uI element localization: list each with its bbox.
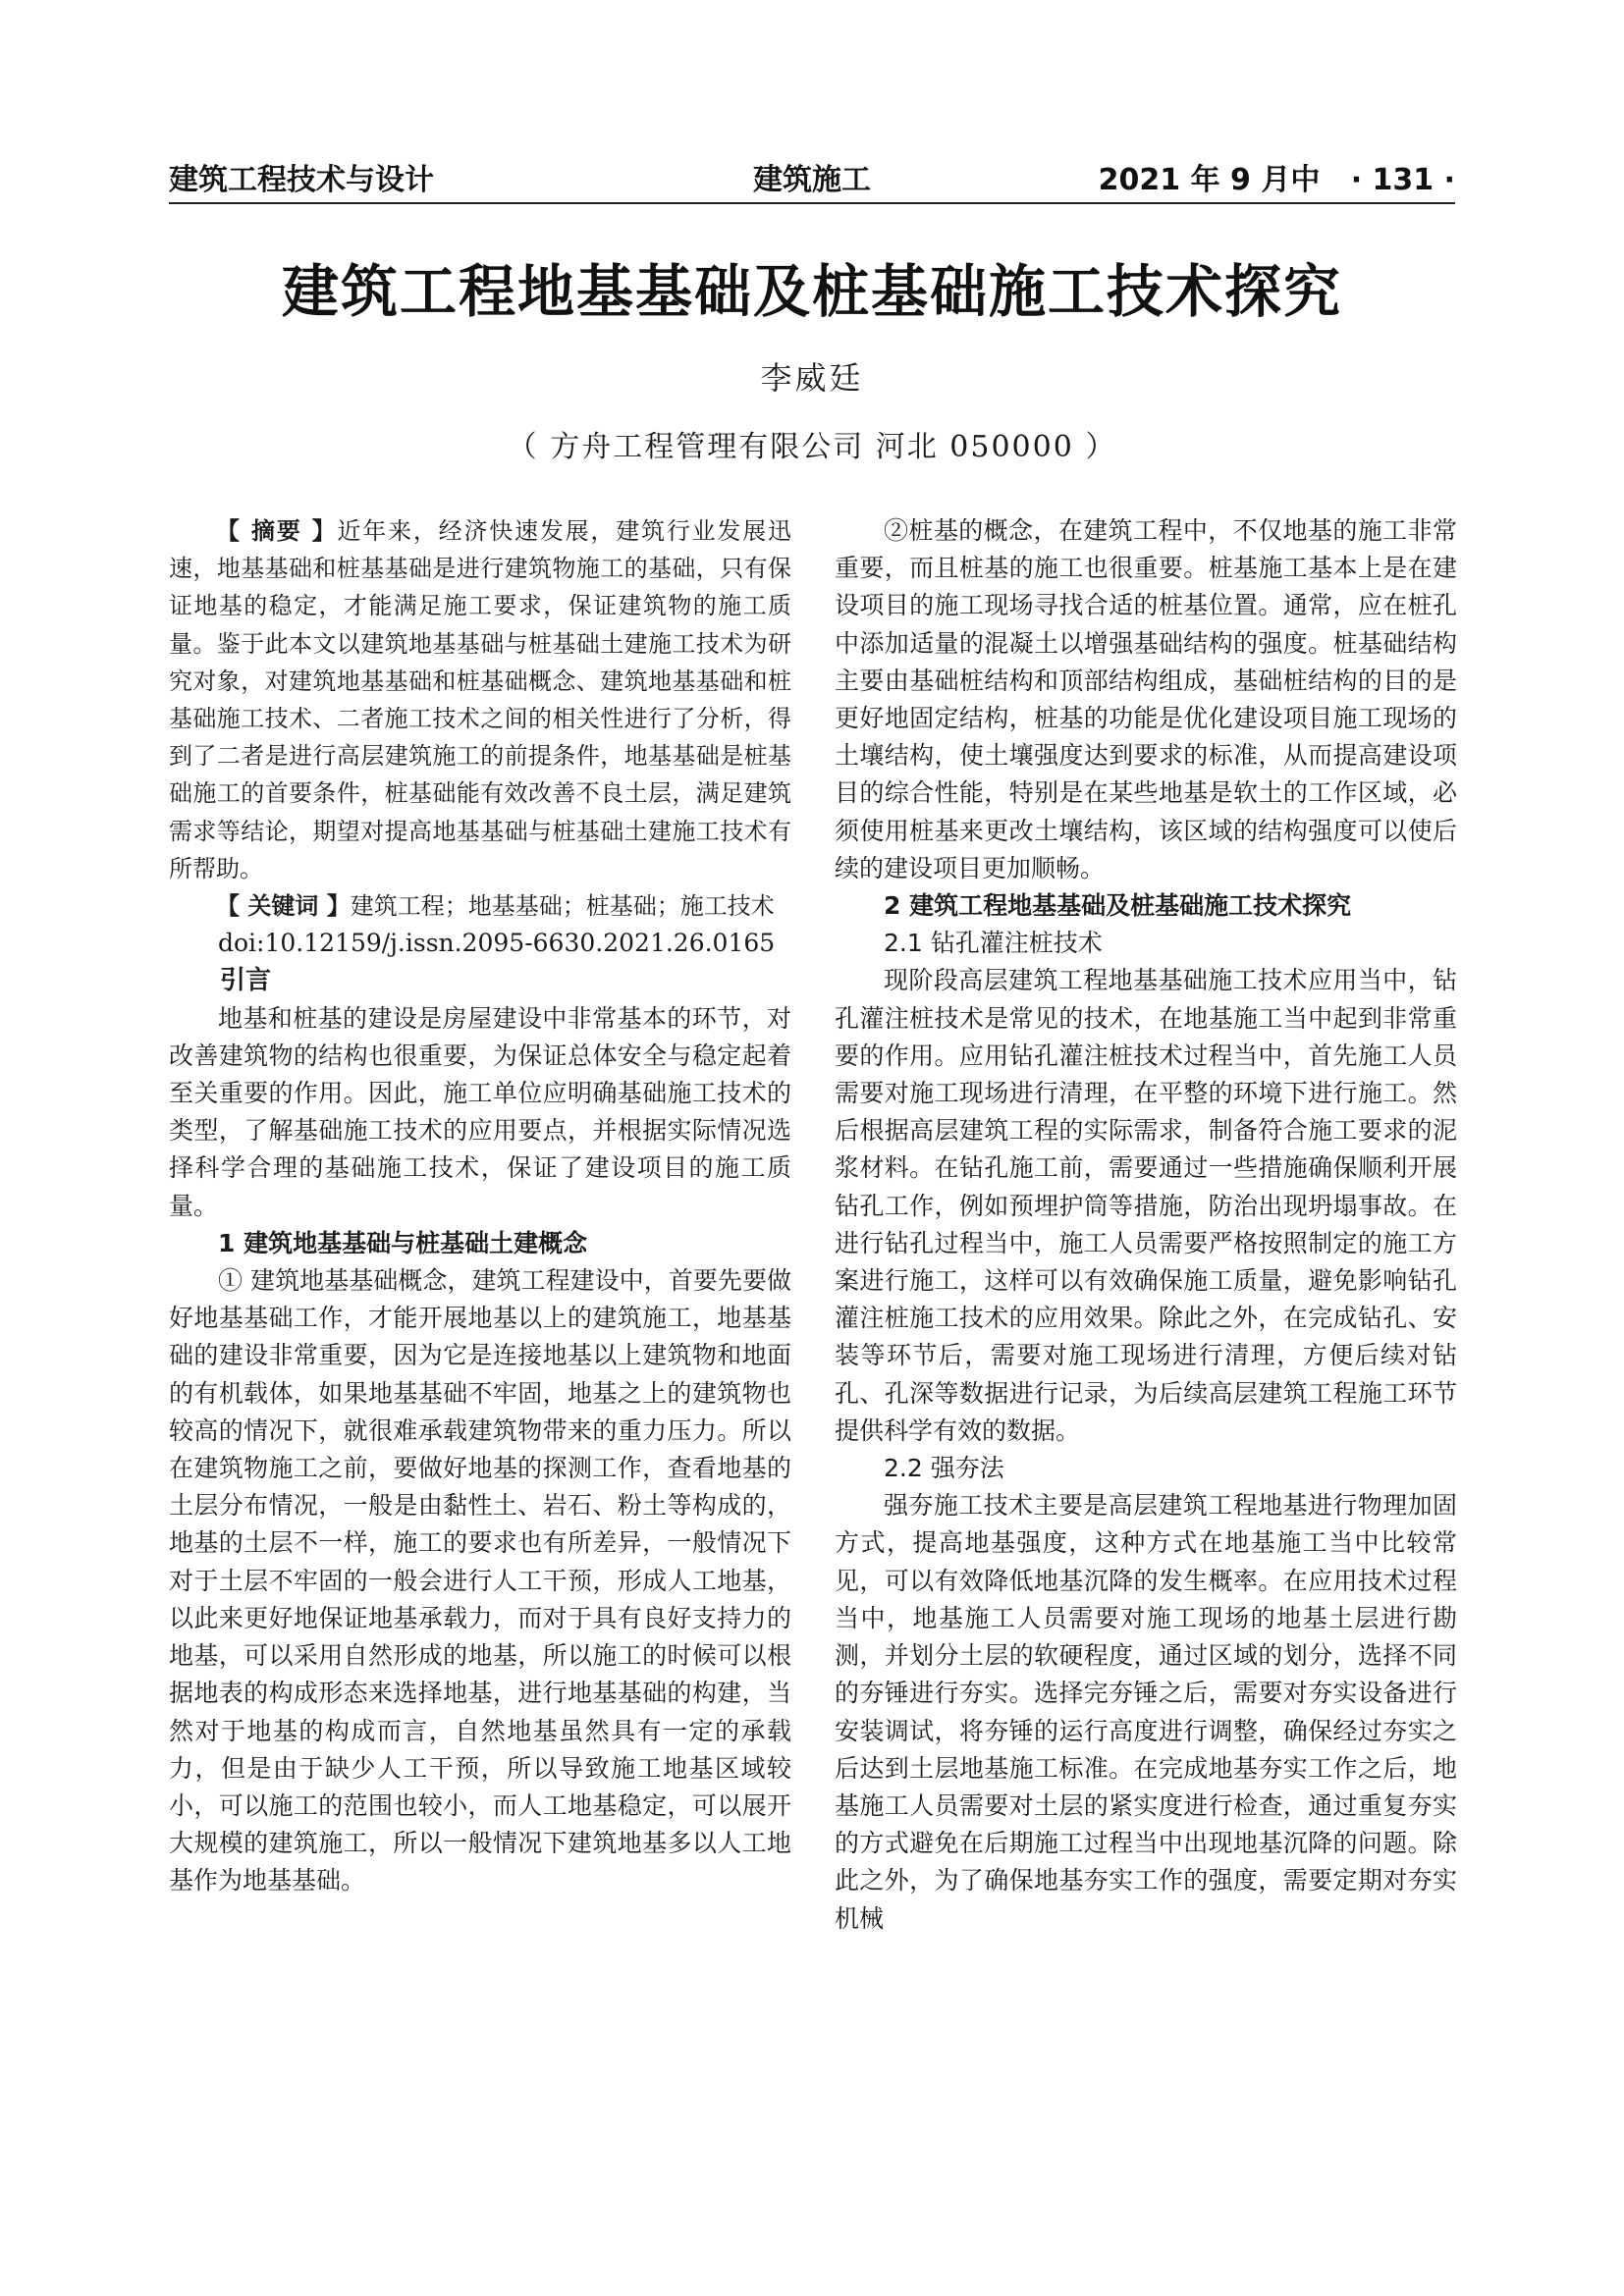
subsection-2-1-heading: 2.1 钻孔灌注桩技术 (884, 929, 1103, 958)
doi: doi:10.12159/j.issn.2095-6630.2021.26.0165 (218, 929, 776, 958)
keywords-label: 【 关键词 】 (216, 892, 351, 921)
section1-heading: 1 建筑地基基础与桩基础土建概念 (218, 1228, 588, 1257)
section-name: 建筑施工 (753, 163, 871, 197)
subsection-2-2-paragraph: 强夯施工技术主要是高层建筑工程地基进行物理加固方式，提高地基强度，这种方式在地基施工当中比较常见，可以有效降低地基沉降的发生概率。在应用技术过程当中，地基施工人员需要对施工现场的地基土层进行勘测，并划分土层的软硬程度，通过区域的划分，选择不同的夯锤进行夯实。选择完夯锤之后，需要对夯实设备进行安装调试，将夯锤的运行高度进行调整，确保经过夯实之后达到土层地基施工标准。在完成地基夯实工作之后，地基施工人员需要对土层的紧实度进行检查，通过重复夯实的方式避免在后期施工过程当中出现地基沉降的问题。除此之外，为了确保地基夯实工作的强度，需要定期对夯实机械 (835, 1491, 1457, 1933)
abstract-label: 【 摘要 】 (216, 517, 338, 545)
keywords-text: 建筑工程；地基基础；桩基础；施工技术 (350, 892, 775, 921)
section1-paragraph-1: ① 建筑地基基础概念，建筑工程建设中，首要先要做好地基基础工作，才能开展地基以上的建筑施工，地基基础的建设非常重要，因为它是连接地基以上建筑物和地面的有机载体，如果地基基础不牢固，地基之上的建筑物也较高的情况下，就很难承载建筑物带来的重力压力。所以在建筑物施工之前，要做好地基的探测工作，查看地基的土层分布情况，一般是由黏性土、岩石、粉土等构成的，地基的土层不一样，施工的要求也有所差异，一般情况下对于土层不牢固的一般会进行人工干预，形成人工地基，以此来更好地保证地基承载力，而对于具有良好支持力的地基，可以采用自然形成的地基，所以施工的时候可以根据地表的构成形态来选择地基，进行地基基础的构建，当然对于地基的构成而言，自然地基虽然具有一定的承载力，但是由于缺少人工干预，所以导致施工地基区域较小，可以施工的范围也较小，而人工地基稳定，可以展开大规模的建筑施工，所以一般情况下建筑地基多以人工地基作为地基基础。 (169, 1266, 791, 1896)
section1-paragraph-2: ②桩基的概念，在建筑工程中，不仅地基的施工非常重要，而且桩基的施工也很重要。桩基施工基本上是在建设项目的施工现场寻找合适的桩基位置。通常，应在桩孔中添加适量的混凝土以增强基础结构的强度。桩基础结构主要由基础桩结构和顶部结构组成，基础桩结构的目的是更好地固定结构，桩基的功能是优化建设项目施工现场的土壤结构，使土壤强度达到要求的标准，从而提高建设项目的综合性能，特别是在某些地基是软土的工作区域，必须使用桩基来更改土壤结构，该区域的结构强度可以使后续的建设项目更加顺畅。 (835, 516, 1457, 882)
right-column (835, 512, 1457, 2220)
abstract (169, 512, 791, 887)
article-title: 建筑工程地基基础及桩基础施工技术探究 (281, 258, 1342, 325)
issue-date: 2021 年 9 月中 (1098, 163, 1321, 197)
running-header (169, 149, 1455, 198)
abstract-text: 近年来，经济快速发展，建筑行业发展迅速，地基基础和桩基基础是进行建筑物施工的基础，只有保证地基的稳定，才能满足施工要求，保证建筑物的施工质量。鉴于此本文以建筑地基基础与桩基础土建施工技术为研究对象，对建筑地基基础和桩基础概念、建筑地基基础和桩基础施工技术、二者施工技术之间的相关性进行了分析，得到了二者是进行高层建筑施工的前提条件，地基基础是桩基础施工的首要条件，桩基础能有效改善不良土层，满足建筑需求等结论，期望对提高地基基础与桩基础土建施工技术有所帮助。 (169, 517, 791, 882)
issue-and-page (1099, 155, 1455, 198)
subsection-2-1-paragraph: 现阶段高层建筑工程地基基础施工技术应用当中，钻孔灌注桩技术是常见的技术，在地基施工当中起到非常重要的作用。应用钻孔灌注桩技术过程当中，首先施工人员需要对施工现场进行清理，在平整的环境下进行施工。然后根据高层建筑工程的实际需求，制备符合施工要求的泥浆材料。在钻孔施工前，需要通过一些措施确保顺利开展钻孔工作，例如预埋护筒等措施，防治出现坍塌事故。在进行钻孔过程当中，施工人员需要严格按照制定的施工方案进行施工，这样可以有效确保施工质量，避免影响钻孔灌注桩施工技术的应用效果。除此之外，在完成钻孔、安装等环节后，需要对施工现场进行清理，方便后续对钻孔、孔深等数据进行记录，为后续高层建筑工程施工环节提供科学有效的数据。 (835, 966, 1457, 1445)
author-name: 李威廷 (760, 359, 864, 397)
left-column (169, 512, 791, 2220)
subsection-2-2-heading: 2.2 强夯法 (884, 1454, 1004, 1483)
journal-name: 建筑工程技术与设计 (169, 163, 434, 197)
introduction-heading: 引言 (220, 966, 272, 996)
section2-heading: 2 建筑工程地基基础及桩基础施工技术探究 (884, 891, 1352, 921)
keywords (169, 887, 791, 925)
introduction-paragraph: 地基和桩基的建设是房屋建设中非常基本的环节，对改善建筑物的结构也很重要，为保证总体安全与稳定起着至关重要的作用。因此，施工单位应明确基础施工技术的类型，了解基础施工技术的应用要点，并根据实际情况选择科学合理的基础施工技术，保证了建设项目的施工质量。 (169, 1003, 791, 1220)
author-affiliation: （ 方舟工程管理有限公司 河北 050000 ） (507, 430, 1117, 464)
header-divider (169, 202, 1455, 204)
page-number: · 131 · (1350, 163, 1455, 197)
